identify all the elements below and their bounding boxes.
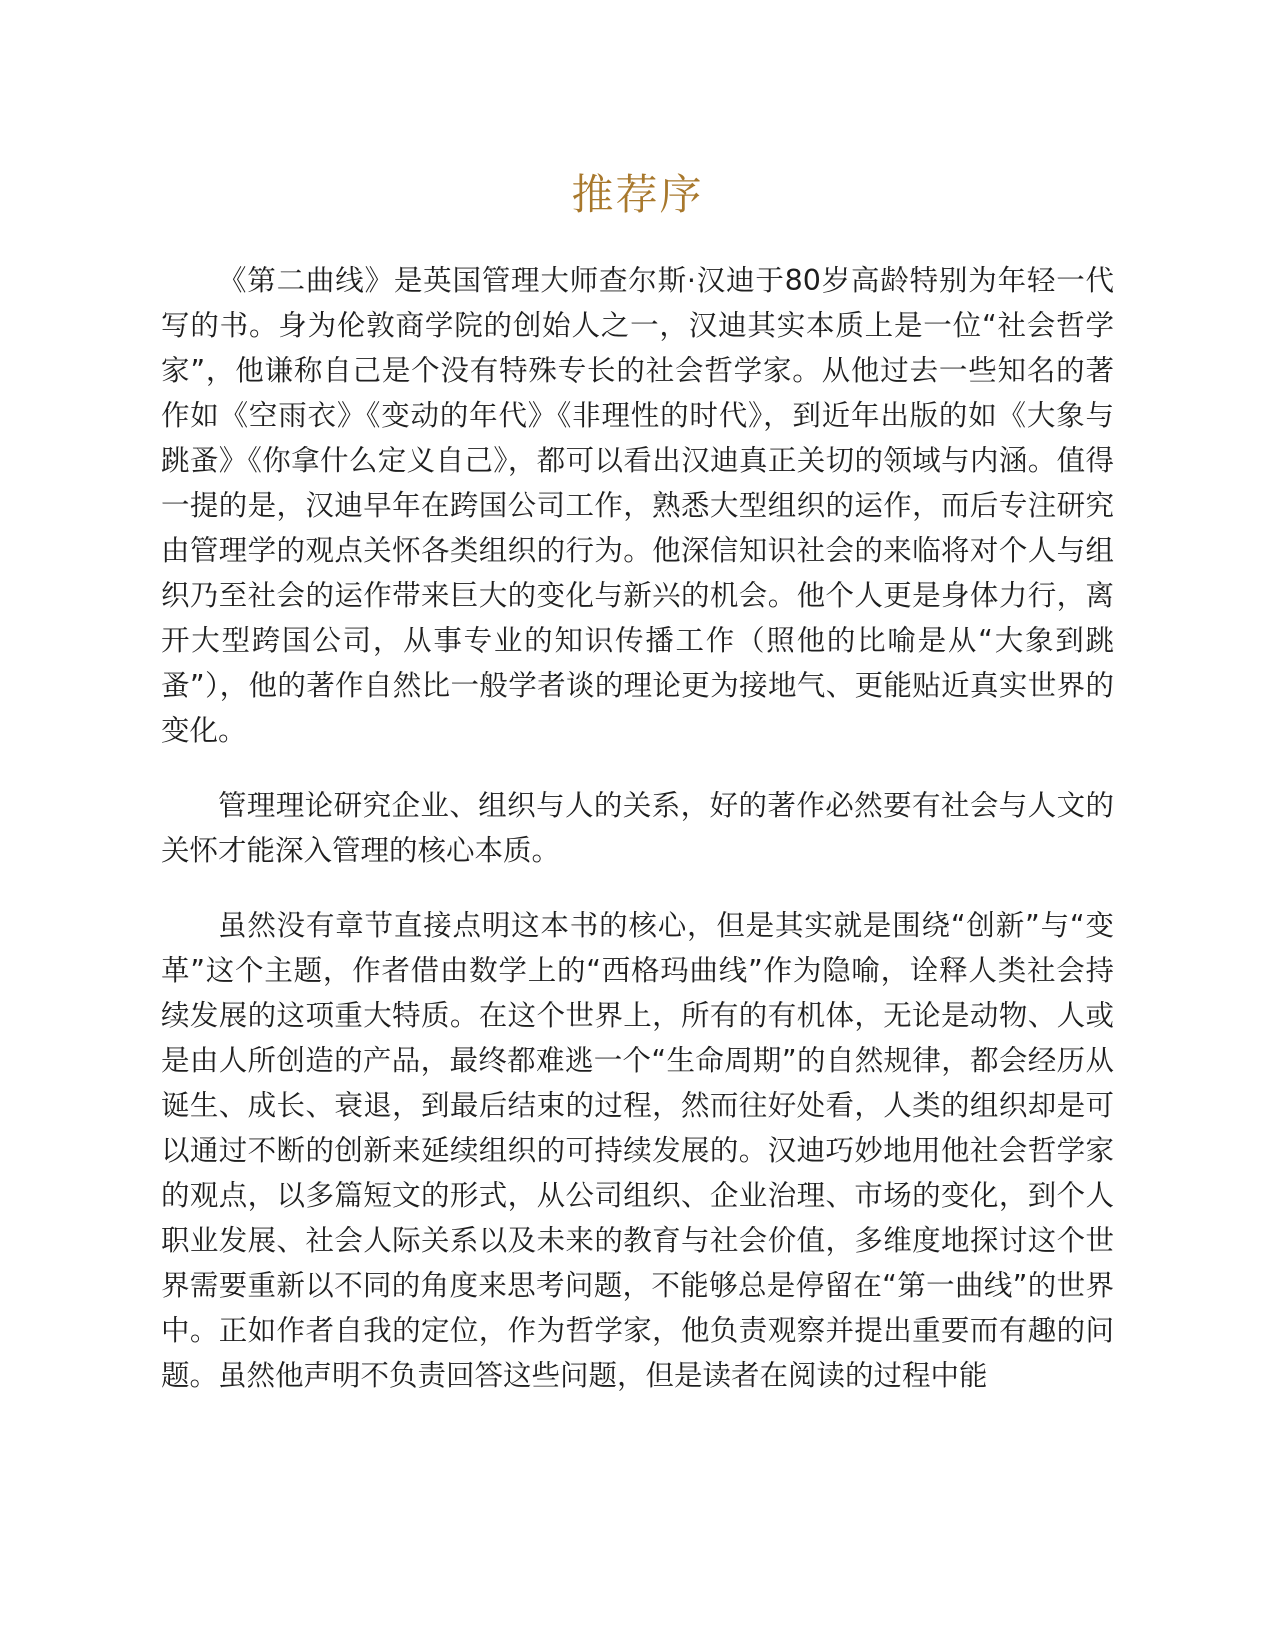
paragraph-3: 虽然没有章节直接点明这本书的核心，但是其实就是围绕“创新”与“变革”这个主题，作者借由数学上的“西格玛曲线”作为隐喻，诠释人类社会持续发展的这项重大特质。在这个世界上，所有的有机体，无论是动物、人或是由人所创造的产品，最终都难逃一个“生命周期”的自然规律，都会经历从诞生、成长、衰退，到最后结束的过程，然而往好处看，人类的组织却是可以通过不断的创新来延续组织的可持续发展的。汉迪巧妙地用他社会哲学家的观点，以多篇短文的形式，从公司组织、企业治理、市场的变化，到个人职业发展、社会人际关系以及未来的教育与社会价值，多维度地探讨这个世界需要重新以不同的角度来思考问题，不能够总是停留在“第一曲线”的世界中。正如作者自我的定位，作为哲学家，他负责观察并提出重要而有趣的问题。虽然他声明不负责回答这些问题，但是读者在阅读的过程中能 <box>161 909 1115 1392</box>
paragraph-1: 《第二曲线》是英国管理大师查尔斯·汉迪于80岁高龄特别为年轻一代写的书。身为伦敦商学院的创始人之一，汉迪其实本质上是一位“社会哲学家”，他谦称自己是个没有特殊专长的社会哲学家。从他过去一些知名的著作如《空雨衣》《变动的年代》《非理性的时代》，到近年出版的如《大象与跳蚤》《你拿什么定义自己》，都可以看出汉迪真正关切的领域与内涵。值得一提的是，汉迪早年在跨国公司工作，熟悉大型组织的运作，而后专注研究由管理学的观点关怀各类组织的行为。他深信知识社会的来临将对个人与组织乃至社会的运作带来巨大的变化与新兴的机会。他个人更是身体力行，离开大型跨国公司，从事专业的知识传播工作（照他的比喻是从“大象到跳蚤”），他的著作自然比一般学者谈的理论更为接地气、更能贴近真实世界的变化。 <box>161 264 1114 747</box>
paragraph-2: 管理理论研究企业、组织与人的关系，好的著作必然要有社会与人文的关怀才能深入管理的核心本质。 <box>161 789 1114 867</box>
page-title: 推荐序 <box>571 170 704 219</box>
body-text <box>161 258 1114 1398</box>
